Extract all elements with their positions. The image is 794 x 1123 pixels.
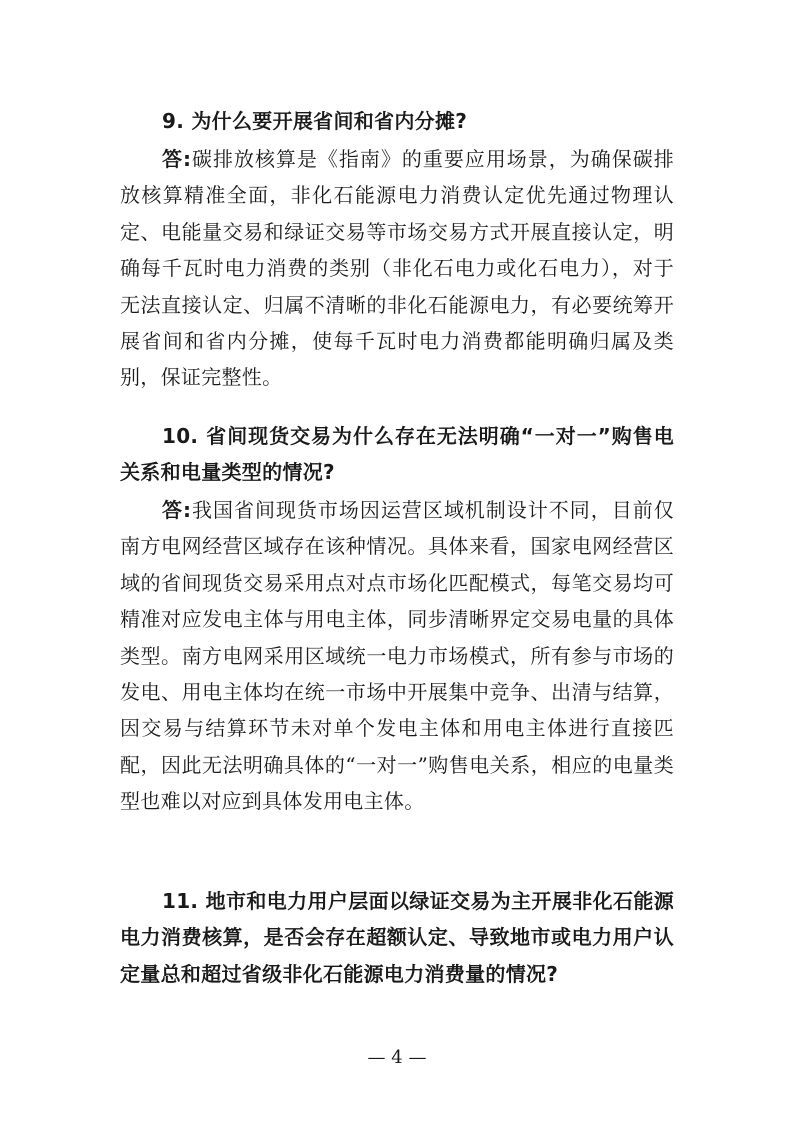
question-9: 9. 为什么要开展省间和省内分摊? xyxy=(162,109,468,133)
question-10: 10. 省间现货交易为什么存在无法明确“一对一”购售电关系和电量类型的情况? xyxy=(120,424,674,485)
answer-10-text: 我国省间现货市场因运营区域机制设计不同，目前仅南方电网经营区域存在该种情况。具体来看，国家电网经营区域的省间现货交易采用点对点市场化匹配模式，每笔交易均可精准对应发电主体与用电主体，同步清晰界定交易电量的具体类型。南方电网采用区域统一电力市场模式，所有参与市场的发电、用电主体均在统一市场中开展集中竞争、出清与结算，因交易与结算环节未对单个发电主体和用电主体进行直接匹配，因此无法明确具体的“一对一”购售电关系，相应的电量类型也难以对应到具体发用电主体。 xyxy=(120,498,674,814)
answer-9-text: 碳排放核算是《指南》的重要应用场景，为确保碳排放核算精准全面，非化石能源电力消费认定优先通过物理认定、电能量交易和绿证交易等市场交易方式开展直接认定，明确每千瓦时电力消费的类别（非化石电力或化石电力），对于无法直接认定、归属不清晰的非化石能源电力，有必要统筹开展省间和省内分摊，使每千瓦时电力消费都能明确归属及类别，保证完整性。 xyxy=(120,147,674,390)
page-number: — 4 — xyxy=(367,1047,427,1068)
answer-10 xyxy=(120,492,674,820)
answer-9 xyxy=(120,141,674,396)
answer-label: 答: xyxy=(162,498,192,522)
answer-label: 答: xyxy=(162,147,192,171)
question-11: 11. 地市和电力用户层面以绿证交易为主开展非化石能源电力消费核算，是否会存在超额认定、导致地市或电力用户认定量总和超过省级非化石能源电力消费量的情况? xyxy=(120,889,674,986)
